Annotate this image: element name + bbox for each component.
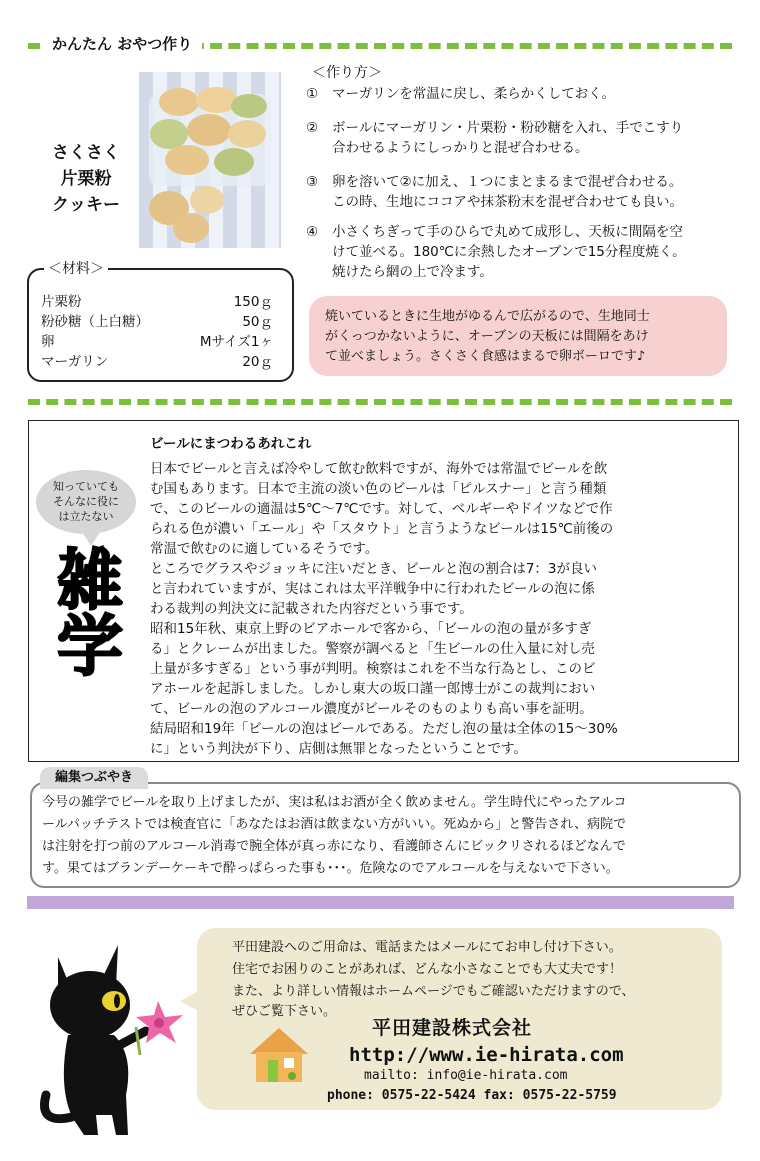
trivia-line: わる裁判の判決文に記載された内容だという事です。 xyxy=(150,601,473,617)
trivia-line: て、ビールの泡のアルコール濃度がビールそのものよりも高い事を証明。 xyxy=(150,701,593,717)
step-line: けて並べる。180℃に余熱したオーブンで15分程度焼く。 xyxy=(332,244,686,260)
trivia-paragraph xyxy=(150,619,728,759)
material-item xyxy=(41,310,273,330)
material-qty: 150ｇ xyxy=(233,294,273,310)
memo-line: ールパッチテストでは検査官に「あなたはお酒は飲まない方がいい。死ぬから」と警告され、病院で xyxy=(42,817,627,832)
bubble-line: 知っていても xyxy=(53,480,119,493)
recipe-name-line: クッキー xyxy=(52,195,120,215)
trivia-line: 日本でビールと言えば冷やして飲む飲料ですが、海外では常温でビールを飲 xyxy=(150,461,608,477)
material-name: 片栗粉 xyxy=(41,294,82,310)
recipe-name-line: さくさく xyxy=(52,143,120,163)
section-title: かんたん おやつ作り xyxy=(42,33,202,54)
trivia-speech-bubble xyxy=(36,470,136,534)
editor-memo-tab: 編集つぶやき xyxy=(40,767,148,789)
material-qty: 50ｇ xyxy=(242,314,273,330)
step-line: 小さくちぎって手のひらで丸めて成形し、天板に間隔を空 xyxy=(332,224,683,240)
step-number: ④ xyxy=(306,224,319,240)
ad-bubble-tail xyxy=(180,990,200,1012)
recipe-name xyxy=(36,140,136,218)
material-item xyxy=(41,330,273,350)
trivia-paragraph xyxy=(150,559,728,619)
recipe-name-line: 片栗粉 xyxy=(60,169,112,189)
trivia-line: アホールを起訴しました。しかし東大の坂口謹一郎博士がこの裁判におい xyxy=(150,681,596,697)
tip-line: て並べましょう。さくさく食感はまるで卵ボーロです♪ xyxy=(325,349,646,364)
website-link[interactable]: http://www.ie-hirata.com xyxy=(349,1044,624,1066)
trivia-big-char: 学 xyxy=(57,608,123,685)
trivia-line: 昭和15年秋、東京上野のビアホールで客から、「ビールの泡の量が多すぎ xyxy=(150,621,592,637)
trivia-line: と言われていますが、実はこれは太平洋戦争中に行われたビールの泡に係 xyxy=(150,581,595,597)
material-name: マーガリン xyxy=(41,354,109,370)
purple-divider xyxy=(27,896,734,909)
howto-title: ＜作り方＞ xyxy=(312,65,382,81)
material-name: 卵 xyxy=(41,334,55,350)
step-line: 合わせるようにしっかりと混ぜ合わせる。 xyxy=(332,140,589,156)
memo-line: 今号の雑学でビールを取り上げましたが、実は私はお酒が全く飲めません。学生時代にやったアルコ xyxy=(42,795,627,810)
memo-line: は注射を打つ前のアルコール消毒で腕全体が真っ赤になり、看護師さんにビックリされるほどなんで xyxy=(42,839,626,854)
phone-fax: phone: 0575-22-5424 fax: 0575-22-5759 xyxy=(327,1088,617,1103)
ad-line: 平田建設へのご用命は、電話またはメールにてお申し付け下さい。 xyxy=(232,940,622,955)
trivia-line: ところでグラスやジョッキに注いだとき、ビールと泡の割合は7：3が良い xyxy=(150,561,598,577)
step-line: マーガリンを常温に戻し、柔らかくしておく。 xyxy=(332,86,615,102)
materials-title: ＜材料＞ xyxy=(44,258,108,278)
tip-line: がくっつかないように、オーブンの天板には間隔をあけ xyxy=(325,329,649,344)
material-qty: Mサイズ1ヶ xyxy=(199,334,273,350)
trivia-big-char: 雑 xyxy=(57,542,123,619)
ad-line: また、より詳しい情報はホームページでもご確認いただけますので、 xyxy=(232,984,635,999)
trivia-line: 常温で飲むのに適しているそうです。 xyxy=(150,541,379,557)
ad-line: ぜひご覧下さい。 xyxy=(232,1004,337,1019)
green-dashed-divider xyxy=(28,399,732,405)
material-qty: 20ｇ xyxy=(242,354,273,370)
trivia-line: る」とクレームが出ました。警察が調べると「生ビールの仕入量に対し売 xyxy=(150,641,595,657)
trivia-line: 結局昭和19年「ビールの泡はビールである。ただし泡の量は全体の15～30% xyxy=(150,721,618,737)
step-number: ① xyxy=(306,86,319,102)
editor-memo-box xyxy=(30,782,741,888)
step-line: ボールにマーガリン・片栗粉・粉砂糖を入れ、手でこすり xyxy=(332,120,684,136)
company-name: 平田建設株式会社 xyxy=(372,1017,533,1039)
step-line: 卵を溶いて②に加え、１つにまとまるまで混ぜ合わせる。 xyxy=(332,174,683,190)
material-item xyxy=(41,350,273,370)
material-name: 粉砂糖（上白糖） xyxy=(41,314,149,330)
ad-line: 住宅でお困りのことがあれば、どんな小さなことでも大丈夫です！ xyxy=(232,962,623,977)
trivia-line: られる色が濃い「エール」や「スタウト」と言うようなビールは15℃前後の xyxy=(150,521,614,537)
cat-mascot-icon xyxy=(28,935,198,1150)
house-logo-icon xyxy=(246,1024,312,1086)
bubble-line: そんなに役に xyxy=(53,495,119,508)
bubble-line: は立たない xyxy=(58,510,114,523)
step-line: この時、生地にココアや抹茶粉末を混ぜ合わせても良い。 xyxy=(332,194,683,210)
trivia-line: む国もあります。日本で主流の淡い色のビールは「ピルスナー」と言う種類 xyxy=(150,481,607,497)
tip-line: 焼いているときに生地がゆるんで広がるので、生地同士 xyxy=(325,309,650,324)
step-number: ③ xyxy=(306,174,319,190)
step-number: ② xyxy=(306,120,319,136)
tip-box xyxy=(309,296,727,376)
step-line: 焼けたら網の上で冷ます。 xyxy=(332,264,493,280)
cookie-illustration xyxy=(139,72,281,248)
trivia-line: に」という判決が下り、店側は無罪となったということです。 xyxy=(150,741,527,757)
trivia-line: 上量が多すぎる」という事が判明。検察はこれを不当な行為とし、このビ xyxy=(150,661,596,677)
trivia-paragraph xyxy=(150,459,728,559)
memo-line: す。果てはブランデーケーキで酔っぱらった事も･･･。危険なのでアルコールを与えないで下さい。 xyxy=(42,861,619,876)
email-link[interactable]: mailto: info@ie-hirata.com xyxy=(364,1068,568,1083)
material-item xyxy=(41,290,273,310)
trivia-line: で、このビールの適温は5℃～7℃です。対して、ベルギーやドイツなどで作 xyxy=(150,501,613,517)
cookie-photo xyxy=(139,72,281,248)
trivia-title: ビールにまつわるあれこれ xyxy=(150,436,312,452)
